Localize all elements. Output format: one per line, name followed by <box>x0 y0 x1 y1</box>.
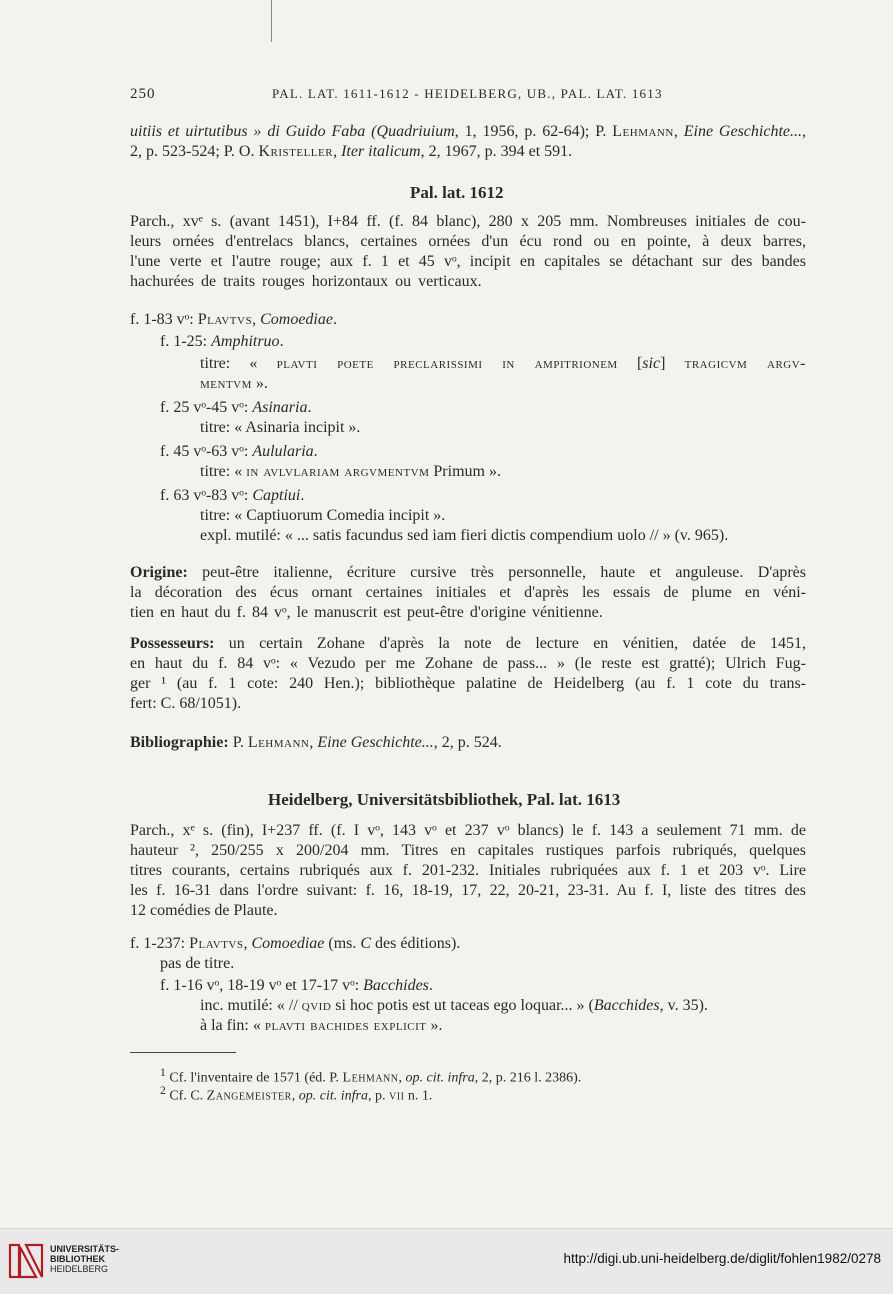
incipit-line: inc. mutilé: « // qvid si hoc potis est ut taceas ego loquar... » (Bacchides, v. 35). <box>200 997 708 1014</box>
origine-line: la décoration des écus ornant certaines initiales et d'après les essais de plume en véni- <box>130 584 806 601</box>
origine-line: Origine: peut-être italienne, écriture cursive très personnelle, haute et anguleuse. D'après <box>130 564 806 581</box>
explicit-line: à la fin: « plavti bachides explicit ». <box>200 1017 443 1034</box>
titre-line: titre: « Asinaria incipit ». <box>200 419 361 436</box>
titre-line: titre: « in avlvlariam argvmentvm Primum ». <box>200 463 501 480</box>
footnote-rule <box>130 1052 236 1053</box>
permalink-url[interactable]: http://digi.ub.uni-heidelberg.de/diglit/fohlen1982/0278 <box>563 1251 881 1266</box>
intro-line-1: uitiis et uirtutibus » di Guido Faba (Quadriuium, 1, 1956, p. 62-64); P. Lehmann, Eine Geschichte..., <box>130 123 806 140</box>
footnote-2: $^2$ Cf. C. Zangemeister, op. cit. infra, p. vii n. 1. <box>160 1084 433 1104</box>
bibliographie-line: Bibliographie: P. Lehmann, Eine Geschichte..., 2, p. 524. <box>130 734 502 751</box>
origine-line: tien en haut du f. 84 vᵒ, le manuscrit est peut-être d'origine vénitienne. <box>130 604 603 621</box>
desc-line: leurs ornées d'entrelacs blancs, certaines ornées d'un écu rond ou en pointe, à deux barres, <box>130 233 806 250</box>
titre-line: titre: « plavti poete preclarissimi in ampitrionem [sic] tragicvm argv- <box>200 355 806 372</box>
intro-line-2: 2, p. 523-524; P. O. Kristeller, Iter italicum, 2, 1967, p. 394 et 591. <box>130 143 573 160</box>
running-title: PAL. LAT. 1611-1612 - HEIDELBERG, UB., PAL. LAT. 1613 <box>272 86 663 101</box>
library-logo-icon <box>8 1241 44 1281</box>
desc-line: titres courants, certains rubriqués aux f. 201-232. Initiales rubriquées aux f. 1 et 203 vᵒ. Lire <box>130 862 806 879</box>
contents-line: f. 1-83 vᵒ: Plavtvs, Comoediae. <box>130 311 337 328</box>
desc-line: l'une verte et l'autre rouge; aux f. 1 et 45 vᵒ, incipit en capitales se détachant sur des bandes <box>130 253 806 270</box>
viewer-footer <box>0 1228 893 1294</box>
desc-line: 12 comédies de Plaute. <box>130 902 278 919</box>
item-line: f. 1-25: Amphitruo. <box>160 333 284 350</box>
section-title: Heidelberg, Universitätsbibliothek, Pal. lat. 1613 <box>268 790 621 809</box>
footnote-1: $^1$ Cf. l'inventaire de 1571 (éd. P. Lehmann, op. cit. infra, 2, p. 216 l. 2386). <box>160 1066 582 1086</box>
possesseurs-line: ger ¹ (au f. 1 cote: 240 Hen.); bibliothèque palatine de Heidelberg (au f. 1 cote du trans- <box>130 675 806 692</box>
desc-line: hachurées de traits rouges horizontaux ou verticaux. <box>130 273 482 290</box>
titre-line: titre: « Captiuorum Comedia incipit ». <box>200 507 446 524</box>
item-line: f. 1-16 vᵒ, 18-19 vᵒ et 17-17 vᵒ: Bacchides. <box>160 977 433 994</box>
contents-line: f. 1-237: Plavtvs, Comoediae (ms. C des éditions). <box>130 935 461 952</box>
explicit-line: expl. mutilé: « ... satis facundus sed iam fieri dictis compendium uolo // » (v. 965). <box>200 527 729 544</box>
desc-line: Parch., xvᵉ s. (avant 1451), I+84 ff. (f. 84 blanc), 280 x 205 mm. Nombreuses initiales de cou- <box>130 213 806 230</box>
desc-line: hauteur ², 250/255 x 200/204 mm. Titres en capitales rustiques parfois rubriqués, quelques <box>130 842 806 859</box>
no-title-line: pas de titre. <box>160 955 235 972</box>
desc-line: les f. 16-31 dans l'ordre suivant: f. 16, 18-19, 17, 22, 20-21, 23-31. Au f. I, liste des titres des <box>130 882 806 899</box>
possesseurs-line: en haut du f. 84 vᵒ: « Vezudo per me Zohane de pass... » (le reste est gratté); Ulrich Fug- <box>130 655 806 672</box>
item-line: f. 25 vᵒ-45 vᵒ: Asinaria. <box>160 399 312 416</box>
titre-line-cont: mentvm ». <box>200 375 268 392</box>
item-line: f. 63 vᵒ-83 vᵒ: Captiui. <box>160 487 305 504</box>
page-number: 250 <box>130 86 156 102</box>
possesseurs-line: fert: C. 68/1051). <box>130 695 242 712</box>
desc-line: Parch., xᵉ s. (fin), I+237 ff. (f. I vᵒ, 143 vᵒ et 237 vᵒ blancs) le f. 143 a seulement 71 mm. de <box>130 822 806 839</box>
possesseurs-line: Possesseurs: un certain Zohane d'après la note de lecture en vénitien, datée de 1451, <box>130 635 806 652</box>
item-line: f. 45 vᵒ-63 vᵒ: Aulularia. <box>160 443 318 460</box>
section-title: Pal. lat. 1612 <box>410 183 504 202</box>
library-logo-text: UNIVERSITÄTS- BIBLIOTHEK HEIDELBERG <box>50 1244 120 1274</box>
scan-crop-mark <box>271 0 272 42</box>
